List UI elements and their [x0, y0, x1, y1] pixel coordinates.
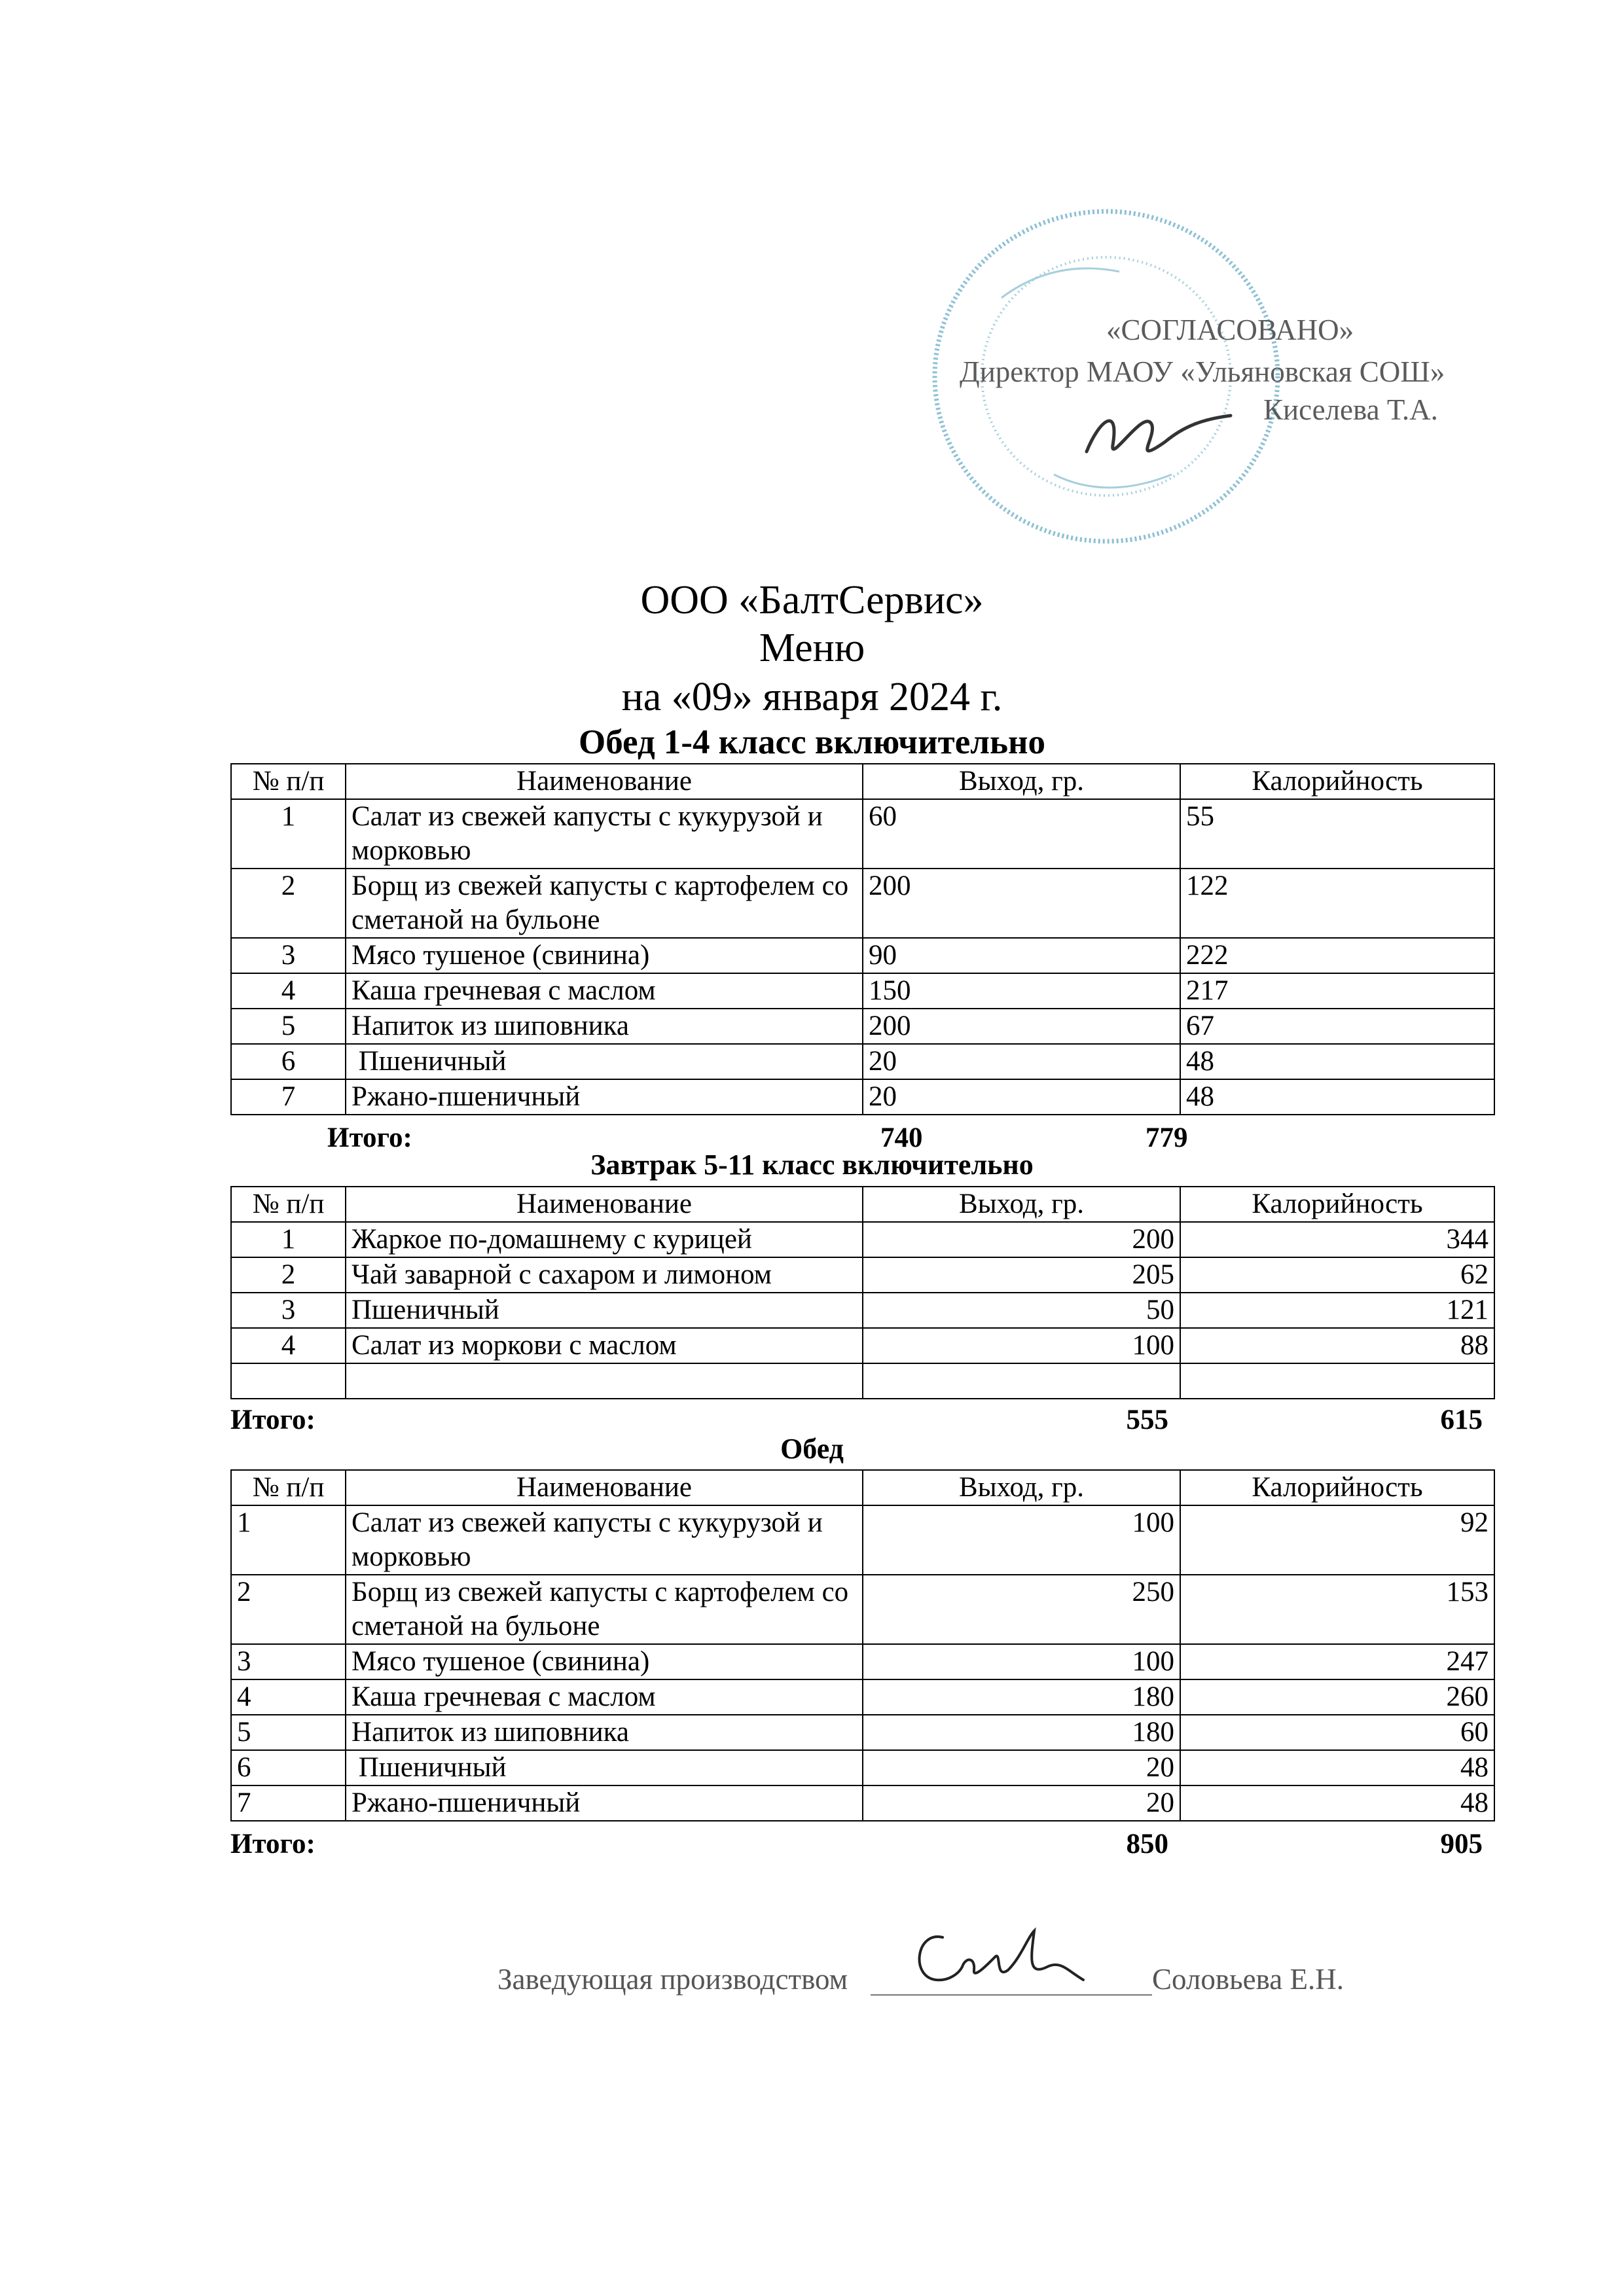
- table-row: [231, 1505, 1494, 1575]
- menu-table-breakfast-5-11: [230, 1186, 1495, 1399]
- section-title: Обед: [780, 1433, 844, 1465]
- total-output: 850: [1126, 1829, 1168, 1859]
- production-manager-signature: [897, 1918, 1093, 1996]
- col-name-header: Наименование: [346, 1470, 863, 1505]
- menu-title: Меню: [759, 626, 865, 670]
- row-calories: 92: [1180, 1505, 1494, 1575]
- table-row: [231, 1715, 1494, 1750]
- table-row: [231, 1785, 1494, 1821]
- row-output: 180: [863, 1679, 1180, 1715]
- row-output: 100: [863, 1644, 1180, 1679]
- table-row: [231, 869, 1494, 938]
- row-output: 200: [863, 869, 1180, 938]
- row-name: Каша гречневая с маслом: [346, 1679, 863, 1715]
- table-row: [231, 1679, 1494, 1715]
- row-output: 90: [863, 938, 1180, 973]
- row-output: 20: [863, 1044, 1180, 1079]
- row-name: Чай заварной с сахаром и лимоном: [346, 1257, 863, 1293]
- table-row: [231, 1257, 1494, 1293]
- row-calories: 48: [1180, 1079, 1494, 1115]
- company-name: ООО «БалтСервис»: [640, 578, 984, 622]
- row-calories: [1180, 1363, 1494, 1399]
- row-output: 200: [863, 1222, 1180, 1257]
- table-row: [231, 1293, 1494, 1328]
- total-calories: 779: [1146, 1122, 1188, 1153]
- row-name: Ржано-пшеничный: [346, 1785, 863, 1821]
- row-num: 2: [231, 1257, 346, 1293]
- table-row: [231, 938, 1494, 973]
- row-name: Каша гречневая с маслом: [346, 973, 863, 1009]
- table-row: [231, 1750, 1494, 1785]
- row-name: Пшеничный: [346, 1044, 863, 1079]
- row-calories: 62: [1180, 1257, 1494, 1293]
- table-row: [231, 973, 1494, 1009]
- menu-table-lunch: [230, 1469, 1495, 1821]
- table-row-empty: [231, 1363, 1494, 1399]
- row-num: 6: [231, 1750, 346, 1785]
- total-calories: 905: [1440, 1829, 1483, 1859]
- row-name: Борщ из свежей капусты с картофелем со сметаной на бульоне: [346, 869, 863, 938]
- table-row: [231, 799, 1494, 869]
- row-calories: 55: [1180, 799, 1494, 869]
- row-output: 205: [863, 1257, 1180, 1293]
- signature-name: Соловьева Е.Н.: [1152, 1963, 1344, 1996]
- row-name: Жаркое по-домашнему с курицей: [346, 1222, 863, 1257]
- row-num: 3: [231, 938, 346, 973]
- col-output-header: Выход, гр.: [863, 1470, 1180, 1505]
- director-signature: [1074, 380, 1244, 478]
- col-output-header: Выход, гр.: [863, 1187, 1180, 1222]
- row-name: Мясо тушеное (свинина): [346, 938, 863, 973]
- row-name: Пшеничный: [346, 1750, 863, 1785]
- row-num: 7: [231, 1785, 346, 1821]
- row-output: 100: [863, 1505, 1180, 1575]
- row-num: 2: [231, 869, 346, 938]
- row-output: 20: [863, 1750, 1180, 1785]
- row-name: Салат из свежей капусты с кукурузой и морковью: [346, 1505, 863, 1575]
- row-calories: 67: [1180, 1009, 1494, 1044]
- row-output: 20: [863, 1079, 1180, 1115]
- row-name: Салат из моркови с маслом: [346, 1328, 863, 1363]
- total-output: 740: [880, 1122, 923, 1153]
- row-calories: 48: [1180, 1750, 1494, 1785]
- table-row: [231, 1328, 1494, 1363]
- row-output: 20: [863, 1785, 1180, 1821]
- total-output: 555: [1126, 1405, 1168, 1435]
- row-num: 7: [231, 1079, 346, 1115]
- col-name-header: Наименование: [346, 1187, 863, 1222]
- row-name: Мясо тушеное (свинина): [346, 1644, 863, 1679]
- row-num: 3: [231, 1644, 346, 1679]
- approval-director-name: Киселева Т.А.: [1263, 393, 1438, 426]
- approval-heading: «СОГЛАСОВАНО»: [1106, 314, 1354, 346]
- row-name: Ржано-пшеничный: [346, 1079, 863, 1115]
- row-output: 250: [863, 1575, 1180, 1644]
- col-output-header: Выход, гр.: [863, 764, 1180, 799]
- row-num: 1: [231, 1222, 346, 1257]
- row-num: 1: [231, 1505, 346, 1575]
- row-name: Пшеничный: [346, 1293, 863, 1328]
- row-calories: 222: [1180, 938, 1494, 973]
- total-label: Итого:: [230, 1405, 316, 1435]
- total-label: Итого:: [327, 1122, 412, 1153]
- row-num: 4: [231, 1679, 346, 1715]
- col-calories-header: Калорийность: [1180, 1187, 1494, 1222]
- table-header-row: [231, 1470, 1494, 1505]
- row-name: Напиток из шиповника: [346, 1009, 863, 1044]
- section-title: Обед 1-4 класс включительно: [578, 723, 1046, 761]
- row-calories: 88: [1180, 1328, 1494, 1363]
- row-output: 200: [863, 1009, 1180, 1044]
- total-calories: 615: [1440, 1405, 1483, 1435]
- row-name: [346, 1363, 863, 1399]
- row-calories: 217: [1180, 973, 1494, 1009]
- table-row: [231, 1644, 1494, 1679]
- col-num-header: № п/п: [231, 1187, 346, 1222]
- col-calories-header: Калорийность: [1180, 1470, 1494, 1505]
- table-row: [231, 1079, 1494, 1115]
- row-calories: 48: [1180, 1044, 1494, 1079]
- menu-date: на «09» января 2024 г.: [621, 675, 1003, 719]
- row-num: 5: [231, 1715, 346, 1750]
- col-name-header: Наименование: [346, 764, 863, 799]
- row-num: 6: [231, 1044, 346, 1079]
- col-num-header: № п/п: [231, 764, 346, 799]
- row-calories: 121: [1180, 1293, 1494, 1328]
- row-num: 1: [231, 799, 346, 869]
- row-output: 60: [863, 799, 1180, 869]
- row-calories: 122: [1180, 869, 1494, 938]
- approval-director-title: Директор МАОУ «Ульяновская СОШ»: [960, 355, 1445, 388]
- table-header-row: [231, 1187, 1494, 1222]
- total-label: Итого:: [230, 1829, 316, 1859]
- row-num: 5: [231, 1009, 346, 1044]
- row-output: 180: [863, 1715, 1180, 1750]
- table-row: [231, 1575, 1494, 1644]
- row-output: [863, 1363, 1180, 1399]
- section-title: Завтрак 5-11 класс включительно: [590, 1149, 1034, 1181]
- row-calories: 153: [1180, 1575, 1494, 1644]
- table-header-row: [231, 764, 1494, 799]
- row-calories: 247: [1180, 1644, 1494, 1679]
- row-num: [231, 1363, 346, 1399]
- row-name: Салат из свежей капусты с кукурузой и морковью: [346, 799, 863, 869]
- row-output: 50: [863, 1293, 1180, 1328]
- table-row: [231, 1222, 1494, 1257]
- col-calories-header: Калорийность: [1180, 764, 1494, 799]
- row-output: 150: [863, 973, 1180, 1009]
- row-num: 3: [231, 1293, 346, 1328]
- table-row: [231, 1009, 1494, 1044]
- row-num: 2: [231, 1575, 346, 1644]
- row-name: Напиток из шиповника: [346, 1715, 863, 1750]
- row-calories: 48: [1180, 1785, 1494, 1821]
- signature-role: Заведующая производством: [497, 1963, 848, 1996]
- row-output: 100: [863, 1328, 1180, 1363]
- row-calories: 60: [1180, 1715, 1494, 1750]
- menu-table-lunch-1-4: [230, 763, 1495, 1115]
- row-num: 4: [231, 1328, 346, 1363]
- row-calories: 260: [1180, 1679, 1494, 1715]
- row-name: Борщ из свежей капусты с картофелем со сметаной на бульоне: [346, 1575, 863, 1644]
- row-calories: 344: [1180, 1222, 1494, 1257]
- row-num: 4: [231, 973, 346, 1009]
- col-num-header: № п/п: [231, 1470, 346, 1505]
- table-row: [231, 1044, 1494, 1079]
